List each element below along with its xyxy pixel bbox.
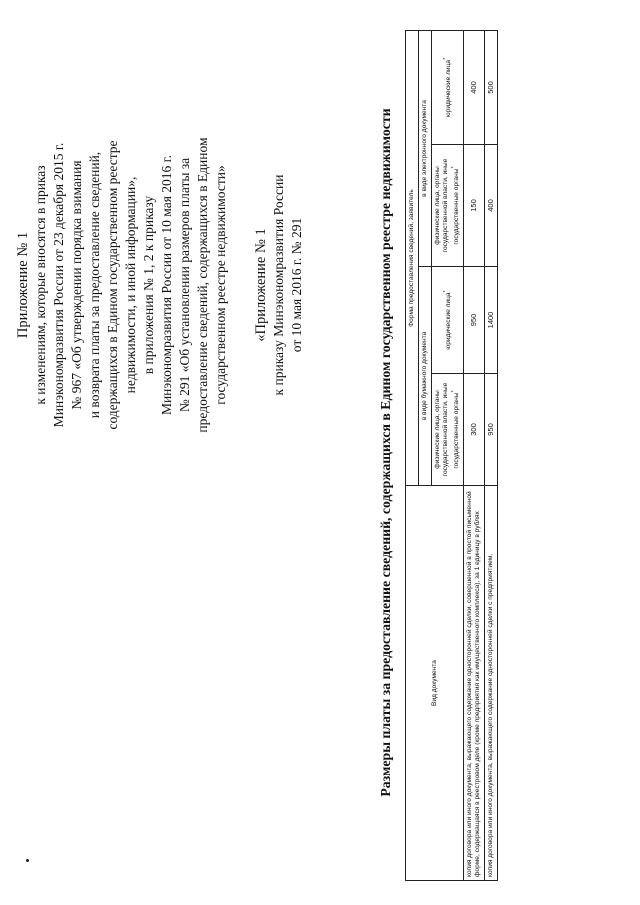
main-title: Размеры платы за предоставление сведений, содержащихся в Едином государственном реестре недвижимости <box>378 108 393 797</box>
intro-line: недвижимости, и иной информации», <box>123 176 138 394</box>
fee-table <box>405 30 498 881</box>
header-electronic: в виде электронного документа <box>419 30 432 266</box>
header-form: Форма предоставления сведений, заявитель <box>406 30 419 485</box>
intro-line: № 291 «Об установлении размеров платы за <box>177 157 192 413</box>
intro-line: в приложения № 1, 2 к приказу <box>141 195 156 375</box>
header-paper-legal: юридические лица* <box>432 267 464 374</box>
intro-line: № 967 «Об утверждении порядка взимания <box>69 160 84 410</box>
intro-line: к изменениям, которые вносятся в приказ <box>33 165 48 405</box>
order-line: от 10 мая 2016 г. № 291 <box>289 217 304 353</box>
header-paper-individuals: физические лица, органы государственной власти, иные государственные органы* <box>432 374 464 486</box>
fee-cell: 400 <box>464 30 485 144</box>
fee-cell: 300 <box>464 374 485 486</box>
header-electronic-individuals: физические лица, органы государственной власти, иные государственные органы* <box>432 145 464 267</box>
intro-line: содержащихся в Едином государственном реестре <box>105 140 120 430</box>
doc-type-cell: копия договора или иного документа, выражающего содержание односторонней сделки с предприятием, <box>485 486 498 881</box>
fee-cell: 500 <box>485 30 498 144</box>
intro-line: государственном реестре недвижимости» <box>213 165 228 405</box>
fee-cell: 950 <box>485 374 498 486</box>
fee-cell: 400 <box>485 145 498 267</box>
intro-line: предоставление сведений, содержащихся в Едином <box>195 137 210 433</box>
fee-cell: 1400 <box>485 267 498 374</box>
fee-cell: 950 <box>464 267 485 374</box>
table-row <box>485 30 498 880</box>
header-doc-type: Вид документа <box>406 486 464 881</box>
header-electronic-legal: юридические лица* <box>432 30 464 144</box>
fee-cell: 150 <box>464 145 485 267</box>
quoted-appendix-title: «Приложение № 1 <box>253 228 269 342</box>
order-line: к приказу Минэкономразвития России <box>271 174 286 396</box>
intro-line: Минэкономразвития России от 23 декабря 2015 г. <box>51 142 66 428</box>
scan-speck <box>26 859 29 862</box>
table-row <box>464 30 485 880</box>
appendix-title: Приложение № 1 <box>15 231 31 339</box>
header-paper: в виде бумажного документа <box>419 267 432 486</box>
intro-line: и возврата платы за предоставление сведений, <box>87 151 102 419</box>
intro-line: Минэкономразвития России от 10 мая 2016 г. <box>159 154 174 416</box>
doc-type-cell: копия договора или иного документа, выражающего содержание односторонней сделки, совершенной в простой письменной форме, содержащаяся в реестровом деле (кроме предприятия как имущественного комплекса), за 1 единицу в рублях <box>464 486 485 881</box>
appendix-header <box>14 65 306 505</box>
